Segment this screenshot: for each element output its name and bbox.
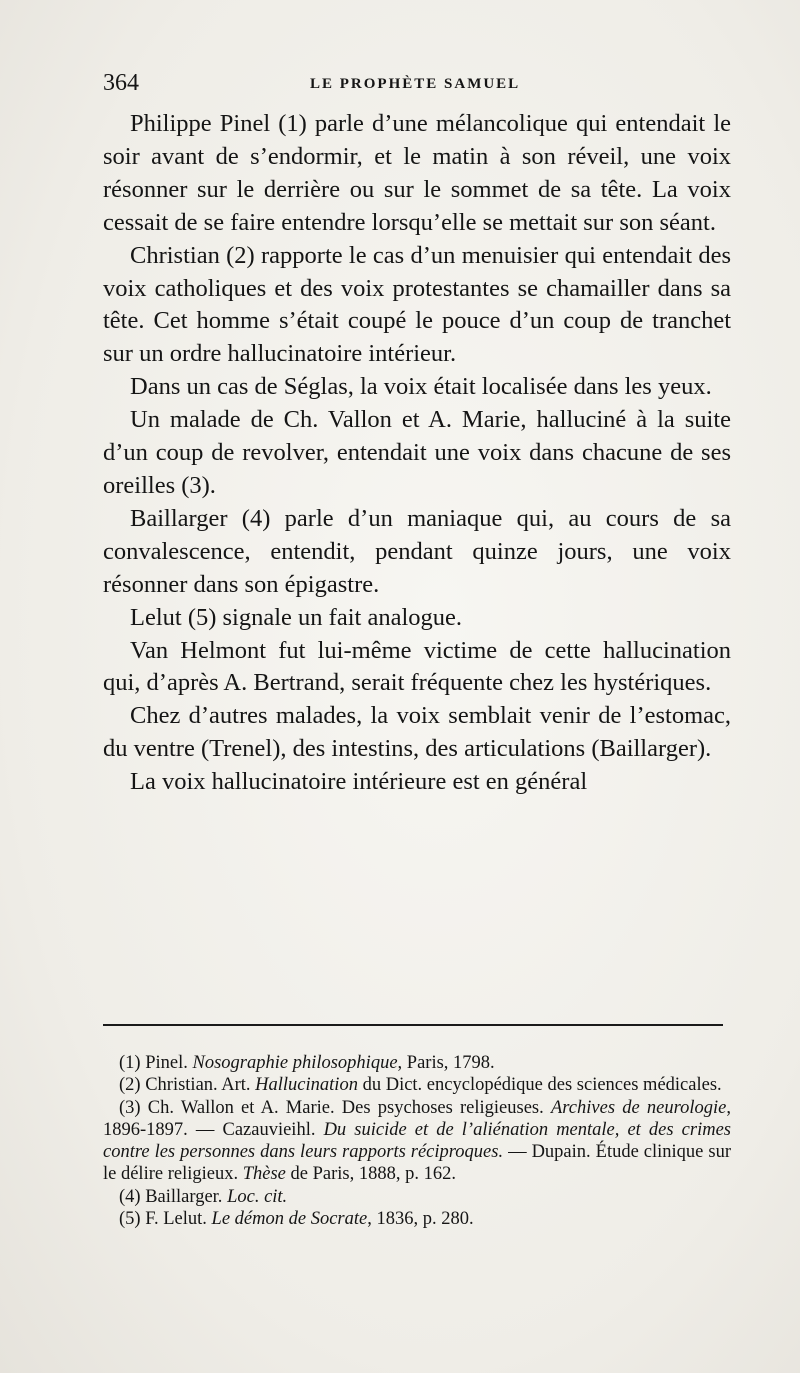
footnote-title: Thèse (242, 1164, 286, 1185)
footnote-text: — Dupain. Étude clinique sur le délire religieux. (103, 1142, 731, 1185)
footnote-2 (103, 1074, 731, 1096)
paragraph: Dans un cas de Séglas, la voix était localisée dans les yeux. (130, 373, 712, 401)
footnote-text: (3) Ch. Wallon et A. Marie. Des psychoses religieuses. (119, 1097, 551, 1118)
footnote-text: (2) Christian. Art. (119, 1075, 256, 1096)
footnote-text: , Paris, 1798. (397, 1053, 495, 1073)
running-title: LE PROPHÈTE SAMUEL (310, 76, 521, 92)
footnote-text: du Dict. encyclopédique des sciences médicales. (357, 1075, 722, 1096)
footnote-5 (103, 1208, 731, 1230)
footnote-title: Nosographie philosophique (192, 1053, 398, 1073)
paragraph: Chez d’autres malades, la voix semblait venir de l’estomac, du ventre (Trenel), des intestins, des articulations (Baillarger). (103, 702, 731, 763)
footnote-title: Le démon de Socrate (211, 1209, 368, 1230)
footnote-text: de Paris, 1888, p. 162. (285, 1164, 456, 1185)
footnote-text: (5) F. Lelut. (119, 1209, 212, 1230)
footnote-text: , 1896-1897. — Cazauvieihl. (103, 1097, 731, 1140)
footnote-1 (103, 1052, 731, 1074)
footnotes (103, 1052, 731, 1230)
paragraph: Baillarger (4) parle d’un maniaque qui, au cours de sa convalescence, entendit, pendant quinze jours, une voix résonner dans son épigastre. (103, 504, 731, 598)
paragraph: Philippe Pinel (1) parle d’une mélancolique qui entendait le soir avant de s’endormir, et le matin à son réveil, une voix résonner sur le derrière ou sur le sommet de sa tête. La voix cessait de se faire entendre lorsqu’elle se mettait sur son séant. (103, 110, 731, 236)
footnote-title: Loc. cit. (227, 1186, 288, 1207)
footnote-title: Hallucination (255, 1075, 358, 1096)
paragraph: Lelut (5) signale un fait analogue. (130, 603, 462, 631)
page-number: 364 (103, 70, 139, 96)
footnote-text: , 1836, p. 280. (367, 1209, 474, 1230)
footnote-divider (103, 1024, 723, 1026)
page-header (103, 70, 743, 100)
main-text (103, 108, 731, 799)
footnote-3 (103, 1097, 731, 1186)
footnote-text: (1) Pinel. (119, 1053, 193, 1073)
paragraph: Van Helmont fut lui-même victime de cette hallucination qui, d’après A. Bertrand, serait fréquente chez les hystériques. (103, 636, 731, 697)
footnote-4 (103, 1186, 731, 1208)
paragraph: Un malade de Ch. Vallon et A. Marie, halluciné à la suite d’un coup de revolver, entendait une voix dans chacune de ses oreilles (3). (103, 406, 731, 499)
paragraph: La voix hallucinatoire intérieure est en général (130, 768, 588, 796)
paragraph: Christian (2) rapporte le cas d’un menuisier qui entendait des voix catholiques et des voix protestantes se chamailler dans sa tête. Cet homme s’était coupé le pouce d’un coup de tranchet sur un ordre hallucinatoire intérieur. (103, 241, 731, 368)
footnote-title: Archives de neurologie (550, 1097, 727, 1118)
footnote-title: Du suicide et de l’aliénation mentale, et des crimes contre les personnes dans leurs rapports réciproques. (103, 1119, 732, 1163)
footnote-text: (4) Baillarger. (119, 1186, 228, 1207)
